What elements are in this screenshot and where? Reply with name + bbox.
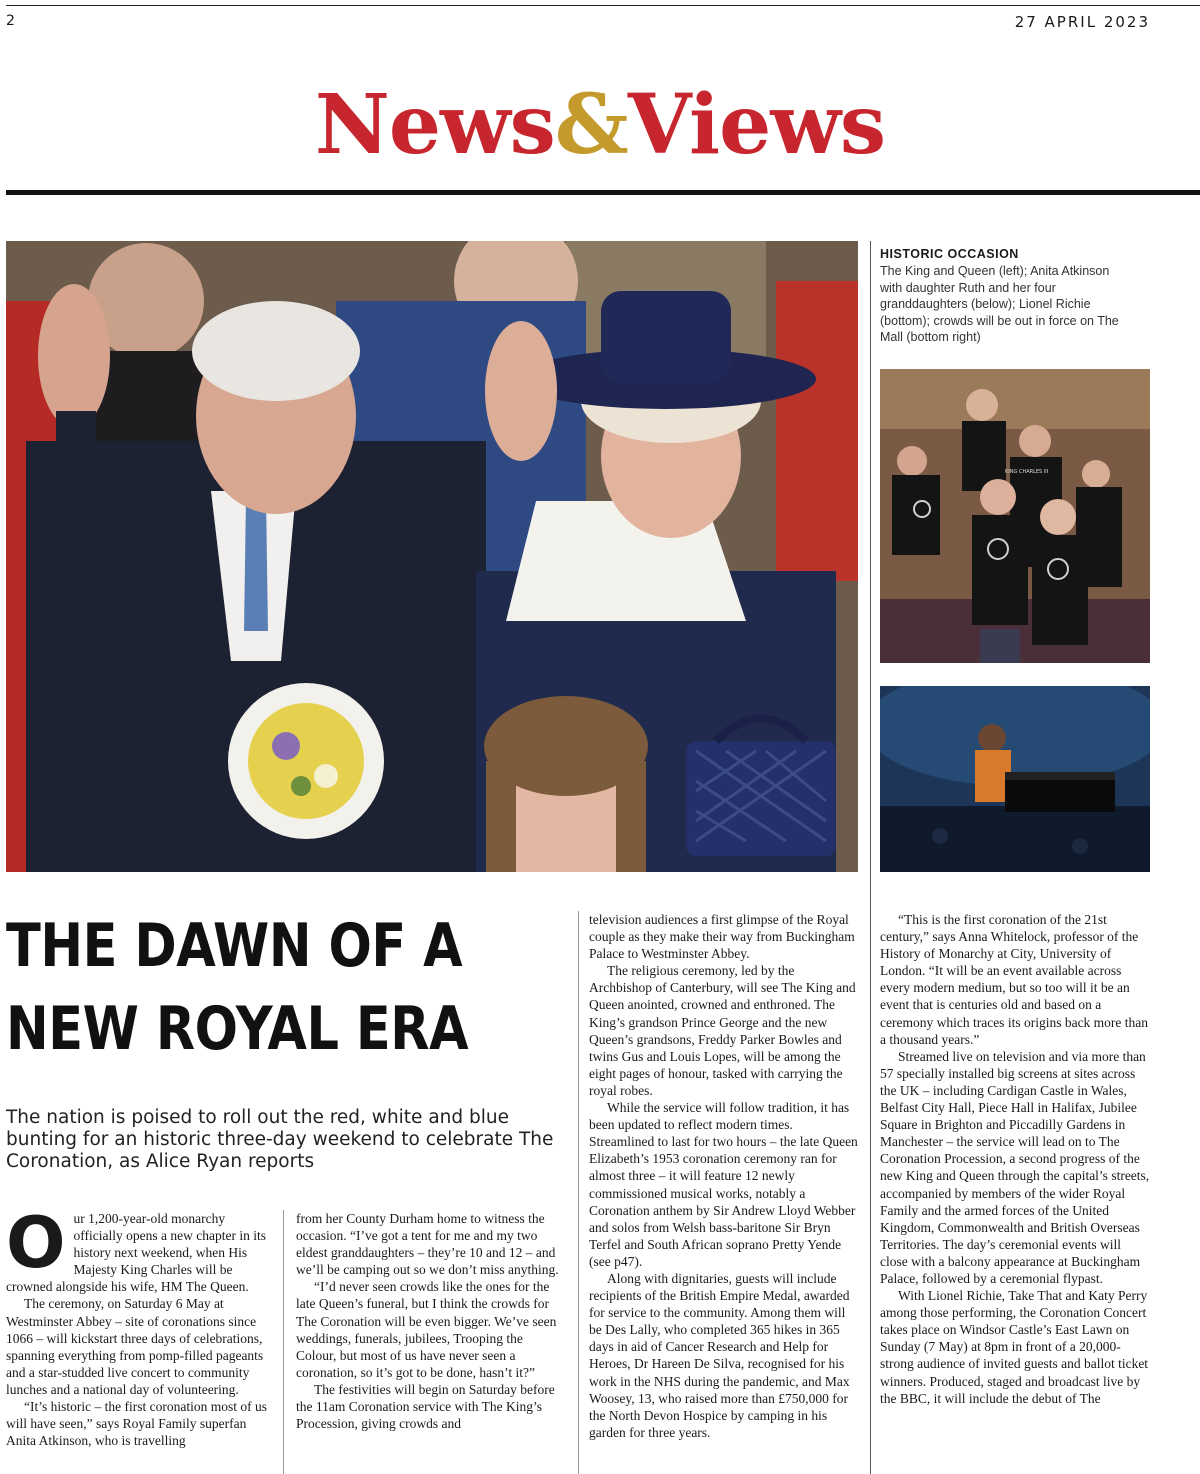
article-paragraph: “I’d never seen crowds like the ones for the late Queen’s funeral, but I think the crowds for The Coronation will be even bigger. We’ve seen weddings, funerals, jubilees, Trooping the Colour, but most of us have never seen a coronation, so it’s got to be done, hasn’t it?” (296, 1279, 557, 1380)
column-rule (283, 1210, 284, 1474)
page-number: 2 (6, 13, 16, 29)
article-standfirst: The nation is poised to roll out the red, white and blue bunting for an historic three-day weekend to celebrate The Coronation, as Alice Ryan reports (6, 1107, 554, 1172)
shirt-lettering: KING CHARLES III (1005, 469, 1049, 475)
main-photo-king-and-queen (6, 241, 858, 872)
headline-line-1: THE DAWN OF A (6, 911, 463, 981)
article-paragraph: The festivities will begin on Saturday before the 11am Coronation service with The King’s Procession, giving crowds and (296, 1381, 555, 1432)
main-photo-illustration (6, 241, 858, 872)
article-paragraph: “This is the first coronation of the 21st century,” says Anna Whitelock, professor of the History of Monarchy at City, University of London. “It will be an event available across every modern medium, but so too will it be an event that is centuries old and based on a ceremony which traces its origins back more than a thousand years.” (880, 912, 1149, 1047)
article-column-2 (296, 1210, 566, 1432)
article-column-3 (589, 911, 859, 1441)
family-photo-illustration (880, 369, 1150, 663)
masthead-news: News (314, 77, 555, 173)
article-paragraph: While the service will follow tradition, it has been updated to reflect modern times. Streamlined to last for two hours – the late Queen Elizabeth’s 1953 coronation ceremony ran for almost three – it will feature 12 newly commissioned musical works, notably a Coronation anthem by Sir Andrew Lloyd Webber and solos from Welsh bass-baritone Sir Bryn Terfel and South African soprano Pretty Yende (see p47). (589, 1100, 858, 1269)
issue-date: 27 APRIL 2023 (1014, 13, 1150, 31)
concert-photo-illustration (880, 686, 1150, 872)
article-paragraph: “It’s historic – the first coronation most of us will have seen,” says Royal Family superfan Anita Atkinson, who is travelling (6, 1399, 267, 1449)
caption-text: The King and Queen (left); Anita Atkinson with daughter Ruth and her four granddaughters (below); Lionel Richie (bottom); crowds will be out in force on The Mall (bottom right) (880, 264, 1119, 344)
photo-anita-atkinson-family (880, 369, 1150, 663)
top-rule (6, 5, 1200, 6)
masthead-rule (6, 190, 1200, 195)
article-paragraph: The religious ceremony, led by the Archbishop of Canterbury, will see The King and Queen anointed, crowned and enthroned. The King’s grandson Prince George and the new Queen’s grandsons, Freddy Parker Bowles and twins Gus and Louis Lopes, will be among the eight pages of honour, tasked with carrying the royal robes. (589, 963, 856, 1098)
column-divider (870, 241, 871, 1474)
article-paragraph: The ceremony, on Saturday 6 May at Westminster Abbey – site of coronations since 1066 – will kickstart three days of celebrations, spanning everything from pomp-filled pageants and a star-studded live concert to community lunches and a national day of volunteering. (6, 1296, 264, 1397)
section-masthead (0, 70, 1200, 180)
article-paragraph: Along with dignitaries, guests will include recipients of the British Empire Medal, awarded for service to the community. Among them will be Des Lally, who completed 365 hikes in 365 days in aid of Cancer Research and Help for Heroes, Dr Hareen De Silva, recognised for his work in the NHS during the pandemic, and Max Woosey, 13, who raised more than £750,000 for the North Devon Hospice by camping in his garden for three years. (589, 1270, 850, 1440)
column-rule (578, 911, 579, 1474)
article-paragraph: from her County Durham home to witness the occasion. “I’ve got a tent for me and my two eldest granddaughters – they’re 10 and 12 – and we’ll be camping out so we don’t miss anything. (296, 1211, 559, 1278)
article-column-4 (880, 911, 1150, 1407)
masthead-ampersand: & (554, 77, 628, 173)
article-paragraph: Our 1,200-year-old monarchy officially opens a new chapter in its history next weekend, when His Majesty King Charles will be crowned alongside his wife, HM The Queen. (6, 1202, 266, 1295)
article-paragraph: Streamed live on television and via more than 57 specially installed big screens at sites across the UK – including Cardigan Castle in Wales, Belfast City Hall, Piece Hall in Halifax, Jubilee Square in Brighton and Piccadilly Gardens in Manchester – the service will lead on to The Coronation Procession, a second progress of the new King and Queen through the capital’s streets, accompanied by members of the wider Royal Family and the armed forces of the United Kingdom, Commonwealth and British Overseas Territories. The day’s ceremonial events will close with a balcony appearance at Buckingham Palace, followed by a ceremonial flypast. (880, 1048, 1150, 1286)
photo-lionel-richie (880, 686, 1150, 872)
article-paragraph: television audiences a first glimpse of the Royal couple as they make their way from Buckingham Palace to Westminster Abbey. (589, 912, 855, 962)
masthead-views: Views (627, 77, 886, 173)
article-headline (6, 905, 482, 1071)
article-column-1 (6, 1202, 268, 1449)
headline-line-2: NEW ROYAL ERA (6, 994, 469, 1064)
article-paragraph: With Lionel Richie, Take That and Katy Perry among those performing, the Coronation Concert takes place on Windsor Castle’s East Lawn on Sunday (7 May) at 8pm in front of a 20,000-strong audience of invited guests and ballot ticket winners. Produced, staged and broadcast live by the BBC, it will include the debut of The (880, 1288, 1149, 1406)
drop-cap: O (6, 1202, 66, 1284)
caption-heading: HISTORIC OCCASION (880, 247, 1019, 261)
